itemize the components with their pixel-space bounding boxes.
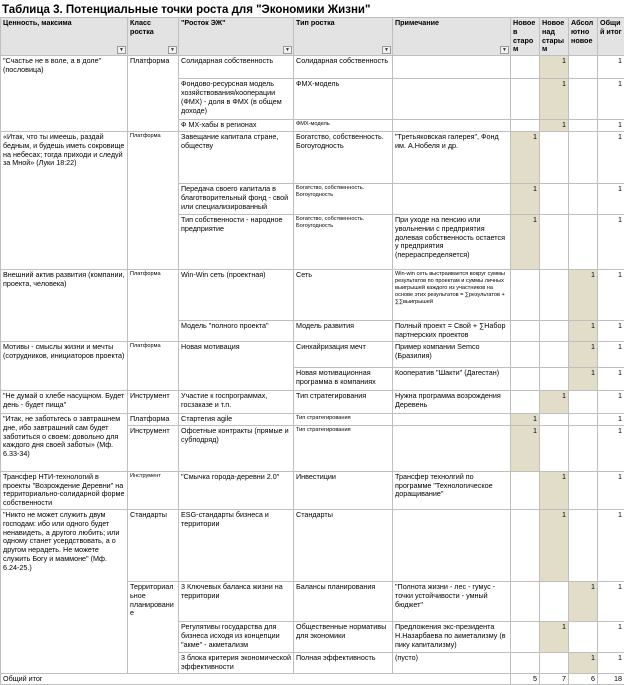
sprout-cell: Фондово-ресурсная модель хозяйствования/кооперации (ФМХ) - доля в ФМХ (в общем доходе) xyxy=(179,79,294,120)
count-cell xyxy=(511,509,540,581)
note-cell: Win-win сеть выстраивается вокруг суммы результатов по проектам и суммы личных выигрышей каждого из участников на основе этих результатов = ∑результатов + ∑∑выигрышей xyxy=(393,269,511,320)
sprout-cell: Регулятивы государства для бизнеса исходя из концепции "акме" - акметализм xyxy=(179,621,294,652)
type-cell: Богатство, собственность. Богоугодность xyxy=(294,214,393,269)
total-cell: 1 xyxy=(598,581,624,621)
header-sprout-class[interactable]: Класс ростка ▼ xyxy=(128,18,179,56)
count-cell: 1 xyxy=(511,413,540,425)
total-new-over-old: 7 xyxy=(540,673,569,685)
count-cell xyxy=(569,621,598,652)
count-cell: 1 xyxy=(540,120,569,132)
total-cell: 1 xyxy=(598,269,624,320)
total-cell: 1 xyxy=(598,120,624,132)
type-cell: Сеть xyxy=(294,269,393,320)
sprout-cell: 3 блока критерия экономической эффективности xyxy=(179,652,294,673)
sprout-cell: Тип собственности - народное предприятие xyxy=(179,214,294,269)
class-cell: Стандарты xyxy=(128,509,179,581)
note-cell xyxy=(393,183,511,214)
class-cell: Платформа xyxy=(128,413,179,425)
count-cell: 1 xyxy=(540,390,569,413)
note-cell: При уходе на пенсию или увольнении с предприятия долевая собственность остается у предприятия (перераспределяется) xyxy=(393,214,511,269)
header-absolutely-new: Абсолютно новое xyxy=(569,18,598,56)
class-cell: Платформа xyxy=(128,341,179,390)
type-cell: Балансы планирования xyxy=(294,581,393,621)
count-cell: 1 xyxy=(540,509,569,581)
note-cell xyxy=(393,79,511,120)
count-cell xyxy=(540,425,569,471)
total-cell: 1 xyxy=(598,131,624,183)
count-cell: 1 xyxy=(540,621,569,652)
note-cell: Предложения экс-президента Н.Назарбаева по акметализму (в пику капитализму) xyxy=(393,621,511,652)
count-cell: 1 xyxy=(540,471,569,509)
type-cell: Стандарты xyxy=(294,509,393,581)
table-row xyxy=(1,131,624,183)
count-cell: 1 xyxy=(511,214,540,269)
count-cell: 1 xyxy=(540,79,569,120)
total-cell: 1 xyxy=(598,425,624,471)
type-cell: ФМХ-модель xyxy=(294,79,393,120)
type-cell: Модель развития xyxy=(294,320,393,341)
count-cell xyxy=(540,652,569,673)
type-cell: Новая мотивационная программа в компаниях xyxy=(294,367,393,390)
class-cell: Платформа xyxy=(128,131,179,269)
note-cell: Нужна программа возрождения Деревень xyxy=(393,390,511,413)
total-cell: 1 xyxy=(598,413,624,425)
count-cell: 1 xyxy=(511,425,540,471)
count-cell xyxy=(511,320,540,341)
total-cell: 1 xyxy=(598,79,624,120)
note-cell xyxy=(393,425,511,471)
grand-total-label: Общий итог xyxy=(1,673,511,685)
growth-points-table xyxy=(0,17,624,685)
sprout-cell: Передача своего капитала в благотворительный фонд - свой или специализированный xyxy=(179,183,294,214)
count-cell xyxy=(540,131,569,183)
class-cell: Инструмент xyxy=(128,390,179,413)
count-cell: 1 xyxy=(569,341,598,367)
note-cell: (пусто) xyxy=(393,652,511,673)
type-cell: Богатство, собственность. Богоугодность xyxy=(294,183,393,214)
note-cell: "Третьяковская галерея", Фонд им. А.Нобеля и др. xyxy=(393,131,511,183)
class-cell: Инструмент xyxy=(128,425,179,471)
table-row xyxy=(1,413,624,425)
dropdown-arrow-icon[interactable]: ▼ xyxy=(382,46,391,54)
type-cell: Тип стратегирования xyxy=(294,425,393,471)
total-cell: 1 xyxy=(598,652,624,673)
count-cell: 1 xyxy=(569,581,598,621)
table-row xyxy=(1,341,624,367)
header-sprout[interactable]: "Росток ЭЖ" ▼ xyxy=(179,18,294,56)
type-cell: Солидарная собственность xyxy=(294,56,393,79)
maxim-cell: Мотивы - смыслы жизни и мечты (сотрудников, инициаторов проекта) xyxy=(1,341,128,390)
sprout-cell: ESG-стандарты бизнеса и территории xyxy=(179,509,294,581)
count-cell: 1 xyxy=(511,183,540,214)
total-cell: 1 xyxy=(598,56,624,79)
header-new-over-old: Новое над старым xyxy=(540,18,569,56)
header-sprout-type[interactable]: Тип ростка ▼ xyxy=(294,18,393,56)
total-cell: 1 xyxy=(598,471,624,509)
count-cell xyxy=(569,509,598,581)
total-cell: 1 xyxy=(598,320,624,341)
total-cell: 1 xyxy=(598,367,624,390)
total-cell: 1 xyxy=(598,390,624,413)
maxim-cell: Трансфер НТИ-технологий в проекты "Возрождение Деревни" на территориально-солидарной форме собственности xyxy=(1,471,128,509)
total-cell: 1 xyxy=(598,214,624,269)
class-cell: Платформа xyxy=(128,269,179,341)
total-cell: 1 xyxy=(598,509,624,581)
count-cell xyxy=(540,367,569,390)
class-cell: Территориальное планирование xyxy=(128,581,179,673)
type-cell: Богатство, собственность. Богоугодность xyxy=(294,131,393,183)
header-grand-total: Общий итог xyxy=(598,18,624,56)
count-cell: 1 xyxy=(569,269,598,320)
count-cell xyxy=(569,79,598,120)
total-cell: 1 xyxy=(598,183,624,214)
sprout-cell: Ф МХ-хабы в регионах xyxy=(179,120,294,132)
total-absolutely-new: 6 xyxy=(569,673,598,685)
count-cell xyxy=(569,425,598,471)
count-cell xyxy=(511,390,540,413)
sprout-cell: Завещание капитала стране, обществу xyxy=(179,131,294,183)
note-cell xyxy=(393,56,511,79)
count-cell xyxy=(511,652,540,673)
count-cell xyxy=(569,214,598,269)
sprout-cell: 3 Ключевых баланса жизни на территории xyxy=(179,581,294,621)
note-cell: Полный проект = Свой + ∑Набор партнерских проектов xyxy=(393,320,511,341)
count-cell xyxy=(511,79,540,120)
type-cell: Инвестиции xyxy=(294,471,393,509)
count-cell xyxy=(569,131,598,183)
class-cell: Платформа xyxy=(128,56,179,132)
sprout-cell: Участие к госпрограммах, госзаказе и т.п. xyxy=(179,390,294,413)
note-cell: Пример компании Semco (Бразилия) xyxy=(393,341,511,367)
maxim-cell: "Не думай о хлебе насущном. Будет день - будет пища" xyxy=(1,390,128,413)
sprout-cell: Офсетные контракты (прямые и субподряд) xyxy=(179,425,294,471)
count-cell xyxy=(540,341,569,367)
count-cell xyxy=(511,56,540,79)
count-cell xyxy=(511,120,540,132)
table-row xyxy=(1,471,624,509)
total-new-in-old: 5 xyxy=(511,673,540,685)
type-cell: Тип стратегирования xyxy=(294,390,393,413)
count-cell: 1 xyxy=(540,56,569,79)
note-cell: Трансфер технолгий по программе "Технологическое доращивание" xyxy=(393,471,511,509)
total-grand: 18 xyxy=(598,673,624,685)
count-cell xyxy=(511,581,540,621)
table-title: Таблица 3. Потенциальные точки роста для "Экономики Жизни" xyxy=(0,0,624,17)
class-cell: Инструмент xyxy=(128,471,179,509)
count-cell: 1 xyxy=(569,652,598,673)
type-cell: Общественные нормативы для экономики xyxy=(294,621,393,652)
count-cell xyxy=(569,413,598,425)
table-row xyxy=(1,56,624,79)
header-new-in-old: Новое в старом xyxy=(511,18,540,56)
note-cell: "Полнота жизни - лес - гумус - точки устойчивости - умный бюджет" xyxy=(393,581,511,621)
sprout-cell: Солидарная собственность xyxy=(179,56,294,79)
maxim-cell: «Итак, что ты имеешь, раздай бедным, и будешь иметь сокровище на небесах; тогда приходи и следуй за Мной» (Луки 18:22) xyxy=(1,131,128,269)
count-cell xyxy=(511,621,540,652)
sprout-cell: Модель "полного проекта" xyxy=(179,320,294,341)
table-row xyxy=(1,509,624,581)
sprout-cell: Стартегия agile xyxy=(179,413,294,425)
header-note[interactable]: Примечание ▼ xyxy=(393,18,511,56)
maxim-cell: Внешний актив развития (компании, проекта, человека) xyxy=(1,269,128,341)
header-value-maxim[interactable]: Ценность, максима ▼ xyxy=(1,18,128,56)
maxim-cell: "Никто не может служить двум господам: ибо или одного будет ненавидеть, а другого любить; или одному станет усердствовать, а о другом нерадеть. Не можете служить Богу и маммоне" (Мф. 6.24-25.) xyxy=(1,509,128,673)
total-cell: 1 xyxy=(598,621,624,652)
maxim-cell: "Счастье не в воле, а в доле" (пословица) xyxy=(1,56,128,132)
count-cell xyxy=(569,471,598,509)
count-cell xyxy=(511,367,540,390)
total-cell: 1 xyxy=(598,341,624,367)
note-cell xyxy=(393,120,511,132)
count-cell: 1 xyxy=(511,131,540,183)
sprout-cell: Новая мотивация xyxy=(179,341,294,390)
count-cell xyxy=(540,183,569,214)
sprout-cell: Win-Win сеть (проектная) xyxy=(179,269,294,320)
count-cell xyxy=(540,320,569,341)
note-cell: Кооператив "Шакти" (Дагестан) xyxy=(393,367,511,390)
count-cell xyxy=(540,413,569,425)
type-cell: Полная эффективность xyxy=(294,652,393,673)
count-cell xyxy=(511,269,540,320)
count-cell: 1 xyxy=(569,320,598,341)
dropdown-arrow-icon[interactable]: ▼ xyxy=(283,46,292,54)
dropdown-arrow-icon[interactable]: ▼ xyxy=(500,46,509,54)
filter-active-icon[interactable]: ▼ xyxy=(117,46,126,54)
count-cell xyxy=(540,269,569,320)
count-cell xyxy=(540,581,569,621)
note-cell xyxy=(393,413,511,425)
count-cell xyxy=(511,471,540,509)
type-cell: Тип стратегирования xyxy=(294,413,393,425)
sprout-cell: "Смычка города-деревни 2.0" xyxy=(179,471,294,509)
table-row xyxy=(1,390,624,413)
table-row xyxy=(1,269,624,320)
dropdown-arrow-icon[interactable]: ▼ xyxy=(168,46,177,54)
maxim-cell: "Итак, не заботьтесь о завтрашнем дне, ибо завтрашний сам будет заботиться о своем: довольно для каждого дня своей заботы» (Мф. 6.33-34) xyxy=(1,413,128,471)
count-cell xyxy=(540,214,569,269)
count-cell xyxy=(569,183,598,214)
note-cell xyxy=(393,509,511,581)
count-cell xyxy=(569,56,598,79)
count-cell xyxy=(511,341,540,367)
count-cell xyxy=(569,120,598,132)
type-cell: Синхайризация мечт xyxy=(294,341,393,367)
count-cell: 1 xyxy=(569,367,598,390)
type-cell: ФМХ-модель xyxy=(294,120,393,132)
count-cell xyxy=(569,390,598,413)
